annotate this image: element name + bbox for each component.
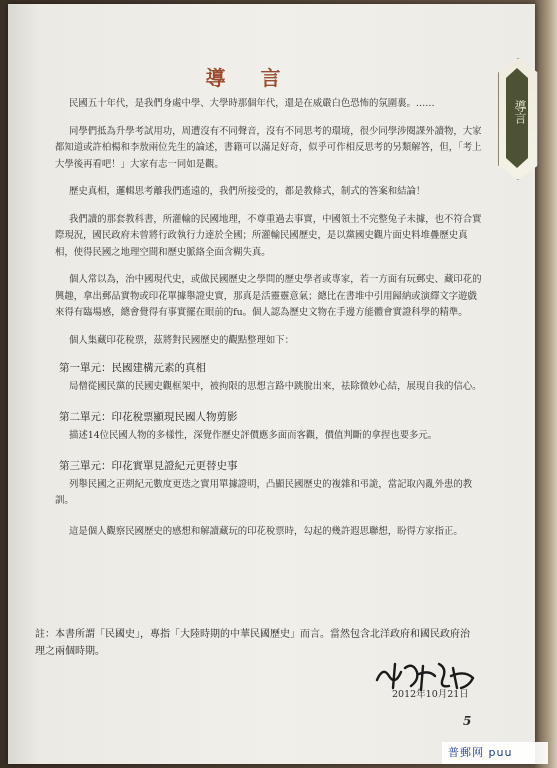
paragraph: 個人常以為，治中國現代史，或做民國歷史之學問的歷史學者或專家，若一方面有玩郵史、藏印花的興趣，拿出郵品實物或印花單據舉證史實，那真是活靈靈意氣；總比在書堆中引用歸納或演繹文字遊戲來得有臨場感，總會覺得有事實擺在眼前的fu。個人認為歷史文物在手邊方能體會實證科學的精準。 [55, 274, 482, 318]
page-number: 5 [463, 714, 472, 728]
paragraph: 同學們抵為升學考試用功，周遭沒有不同聲音，沒有不同思考的環境，很少同學涉閱課外讀物，大家都知道或許柏楊和李敖兩位先生的論述，書籍可以滿足好奇，似乎可作相反思考的另類解答，但，「考上大學後再看吧！」大家有志一同如是觀。 [55, 125, 482, 170]
unit-description: 描述14位民國人物的多樣性，深覺作歷史評價應多面而客觀，價值判斷的拿捏也要多元。 [69, 429, 438, 441]
watermark: 普郵网 puu [442, 742, 548, 764]
unit-description: 局僧從國民黨的民國史觀框架中，被拘限的思想言路中跳脫出來，祛除微妙心結，展現自我的信心。 [69, 380, 482, 392]
page-title: 導 言 [205, 66, 295, 90]
section-tab-label: 導言 [513, 100, 527, 124]
paragraph: 我們讀的那套教科書，所灌輸的民國地理，不尊重過去事實，中國領土不完整兔子未據，也不符合實際現況，國民政府未曾將行政執行力達於全國；所灌輸民國歷史，是以黨國史觀片面史料堆疊歷史真相，使得民國之地理空間和歷史脈絡全面含糊失真。 [55, 213, 482, 258]
paragraph: 個人集藏印花稅票，茲將對民國歷史的觀點整理如下： [69, 334, 295, 346]
unit-heading: 第二單元：印花稅票顯現民國人物剪影 [59, 411, 238, 423]
unit-description: 列舉民國之正朔紀元數度更迭之實用單據證明，凸顯民國歷史的複雜和弔詭，當記取內亂外患的教訓。 [55, 478, 473, 506]
unit-heading: 第一單元：民國建構元素的真相 [59, 362, 206, 374]
book-edge [535, 0, 557, 768]
paragraph: 歷史真相，邏輯思考離我們遙遠的，我們所接受的，都是教條式，制式的答案和結論！ [69, 186, 426, 197]
signature-date: 2012年10月21日 [392, 689, 469, 700]
footnote: 註：本書所謂「民國史」，專指「大陸時期的中華民國歷史」而言。當然包含北洋政府和國民政府治理之兩個時期。 [35, 629, 470, 657]
closing-paragraph: 這是個人觀察民國歷史的感想和解讀藏玩的印花稅票時，勾起的幾許遐思聯想，盼得方家指正。 [69, 525, 463, 537]
body-text [55, 96, 485, 551]
unit-heading: 第三單元：印花實單見證紀元更替史事 [59, 460, 238, 472]
paragraph: 民國五十年代，是我們身處中學、大學時那個年代，還是在威嚴白色恐怖的氛圍裏。…… [69, 98, 435, 109]
